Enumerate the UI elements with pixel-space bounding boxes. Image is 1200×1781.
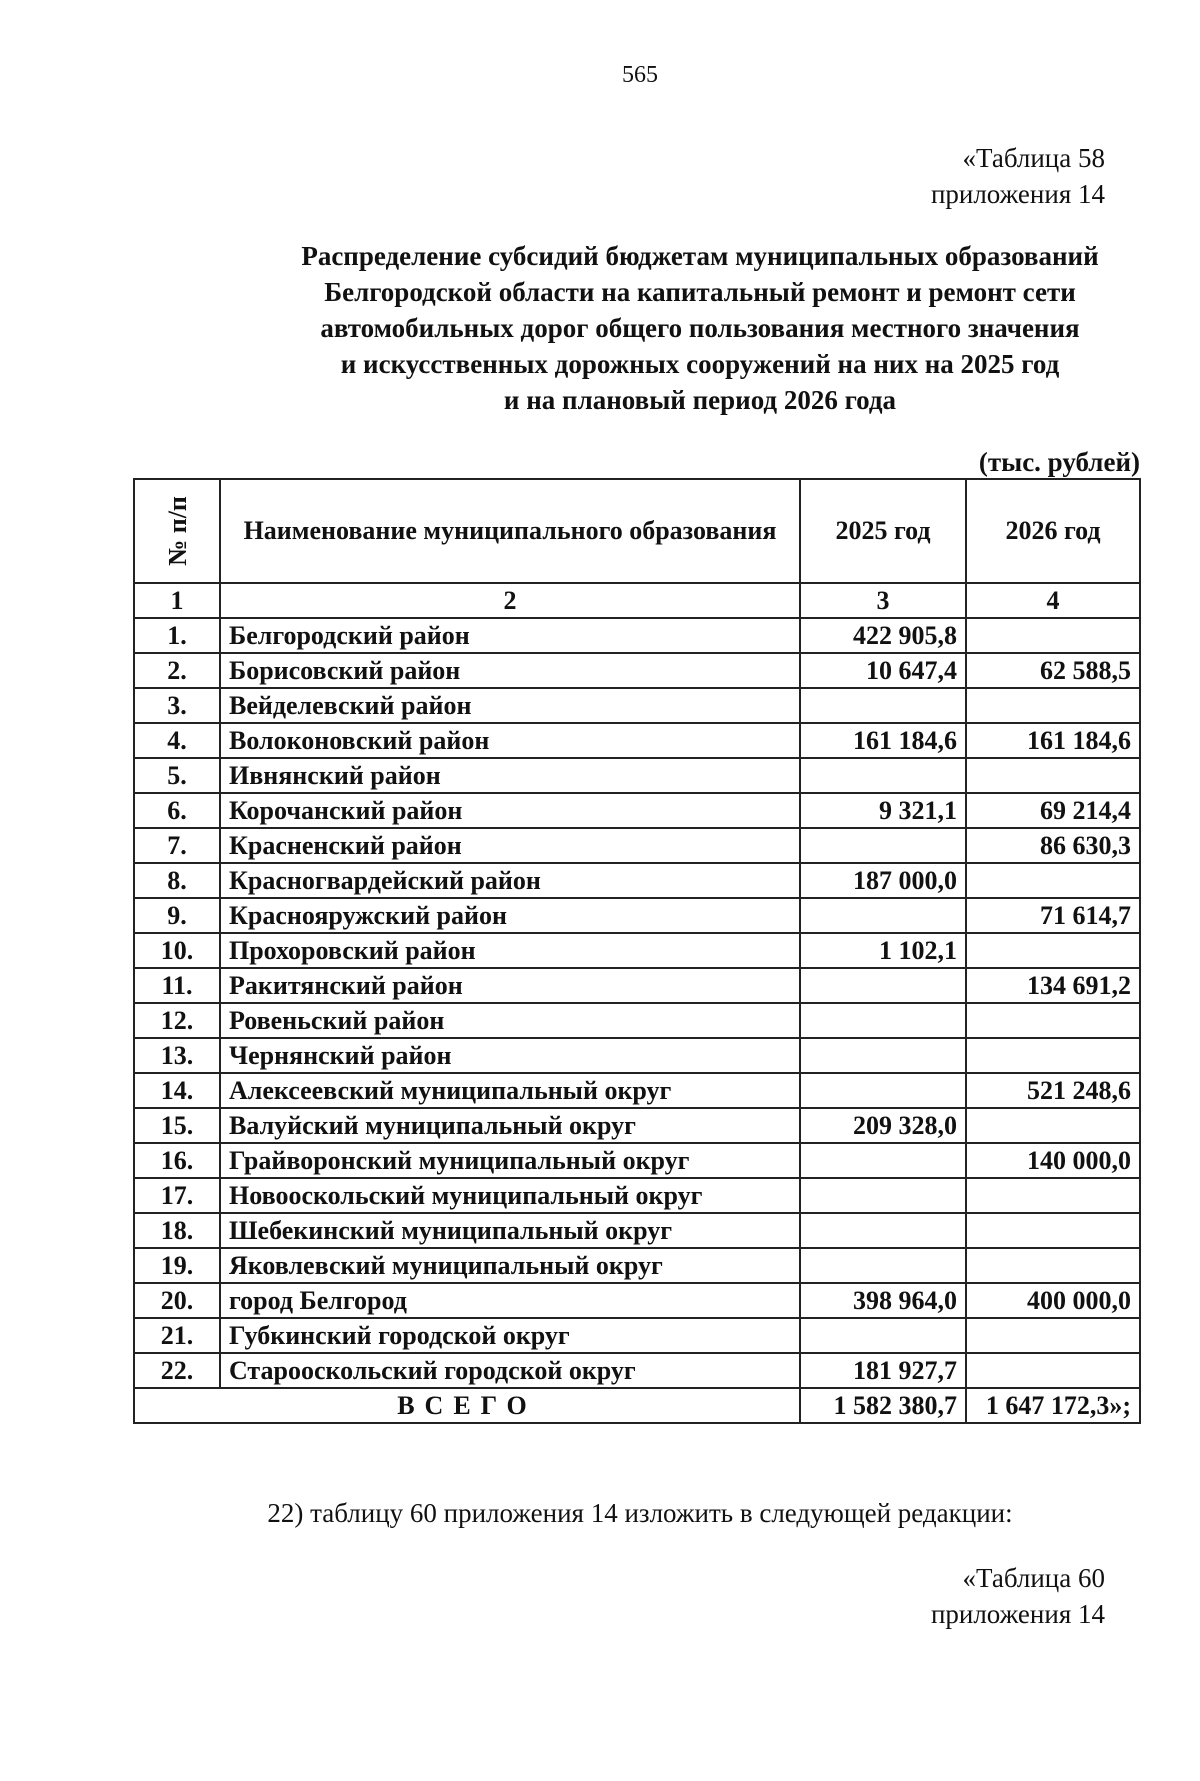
row-value-2026: 400 000,0 — [966, 1283, 1140, 1318]
row-value-2025 — [800, 1038, 966, 1073]
header-number — [134, 479, 220, 583]
title-line-4: и искусственных дорожных сооружений на них на 2025 год — [340, 349, 1060, 379]
header-number-label: № п/п — [162, 496, 192, 566]
row-municipality-name: Ракитянский район — [220, 968, 800, 1003]
row-value-2025: 398 964,0 — [800, 1283, 966, 1318]
row-value-2026 — [966, 1178, 1140, 1213]
row-municipality-name: Ивнянский район — [220, 758, 800, 793]
row-municipality-name: Новооскольский муниципальный округ — [220, 1178, 800, 1213]
column-number: 4 — [966, 583, 1140, 618]
row-municipality-name: Красногвардейский район — [220, 863, 800, 898]
row-number: 19. — [134, 1248, 220, 1283]
row-number: 6. — [134, 793, 220, 828]
row-number: 1. — [134, 618, 220, 653]
row-value-2025 — [800, 1073, 966, 1108]
table-row — [134, 1178, 1140, 1213]
total-row — [134, 1388, 1140, 1423]
units-label: (тыс. рублей) — [978, 447, 1140, 477]
row-value-2026 — [966, 758, 1140, 793]
row-value-2025 — [800, 898, 966, 933]
row-value-2026: 134 691,2 — [966, 968, 1140, 1003]
row-value-2026 — [966, 1353, 1140, 1388]
header-name: Наименование муниципального образования — [220, 479, 800, 583]
row-value-2026 — [966, 1038, 1140, 1073]
subsidy-table — [133, 478, 1141, 1424]
table-reference-line-1: «Таблица 58 — [962, 143, 1105, 173]
row-municipality-name: Красненский район — [220, 828, 800, 863]
table-row — [134, 758, 1140, 793]
row-value-2025 — [800, 1318, 966, 1353]
page-number: 565 — [622, 62, 658, 88]
row-value-2026: 140 000,0 — [966, 1143, 1140, 1178]
row-number: 20. — [134, 1283, 220, 1318]
row-value-2026: 71 614,7 — [966, 898, 1140, 933]
row-value-2025 — [800, 758, 966, 793]
row-value-2025 — [800, 1178, 966, 1213]
row-value-2025: 187 000,0 — [800, 863, 966, 898]
row-number: 2. — [134, 653, 220, 688]
row-value-2026: 62 588,5 — [966, 653, 1140, 688]
row-value-2026 — [966, 618, 1140, 653]
row-number: 7. — [134, 828, 220, 863]
title-line-2: Белгородской области на капитальный ремонт и ремонт сети — [324, 277, 1076, 307]
row-number: 18. — [134, 1213, 220, 1248]
table-row — [134, 1143, 1140, 1178]
row-value-2025: 422 905,8 — [800, 618, 966, 653]
table-row — [134, 1108, 1140, 1143]
column-number: 2 — [220, 583, 800, 618]
header-2025: 2025 год — [800, 479, 966, 583]
table-reference-line-2: приложения 14 — [930, 179, 1105, 209]
row-value-2025: 181 927,7 — [800, 1353, 966, 1388]
row-municipality-name: Яковлевский муниципальный округ — [220, 1248, 800, 1283]
row-municipality-name: Грайворонский муниципальный округ — [220, 1143, 800, 1178]
row-value-2026 — [966, 933, 1140, 968]
title-line-1: Распределение субсидий бюджетам муниципальных образований — [301, 241, 1099, 271]
column-number-row — [134, 583, 1140, 618]
row-value-2025 — [800, 968, 966, 1003]
row-municipality-name: город Белгород — [220, 1283, 800, 1318]
row-number: 11. — [134, 968, 220, 1003]
row-number: 15. — [134, 1108, 220, 1143]
row-number: 4. — [134, 723, 220, 758]
row-number: 14. — [134, 1073, 220, 1108]
row-value-2026 — [966, 1318, 1140, 1353]
column-number: 1 — [134, 583, 220, 618]
row-municipality-name: Белгородский район — [220, 618, 800, 653]
table-row — [134, 1213, 1140, 1248]
row-municipality-name: Прохоровский район — [220, 933, 800, 968]
total-label: ВСЕГО — [134, 1388, 800, 1423]
row-value-2026 — [966, 863, 1140, 898]
row-value-2026: 521 248,6 — [966, 1073, 1140, 1108]
row-number: 21. — [134, 1318, 220, 1353]
table-row — [134, 723, 1140, 758]
next-table-reference-line-1: «Таблица 60 — [962, 1563, 1105, 1593]
row-municipality-name: Старооскольский городской округ — [220, 1353, 800, 1388]
table-row — [134, 688, 1140, 723]
row-value-2025: 209 328,0 — [800, 1108, 966, 1143]
table-row — [134, 1318, 1140, 1353]
row-value-2026 — [966, 688, 1140, 723]
table-row — [134, 898, 1140, 933]
column-number: 3 — [800, 583, 966, 618]
header-2026: 2026 год — [966, 479, 1140, 583]
row-value-2025: 1 102,1 — [800, 933, 966, 968]
table-row — [134, 968, 1140, 1003]
row-municipality-name: Вейделевский район — [220, 688, 800, 723]
table-row — [134, 618, 1140, 653]
total-2026: 1 647 172,3»; — [966, 1388, 1140, 1423]
row-value-2025: 10 647,4 — [800, 653, 966, 688]
row-value-2025 — [800, 1143, 966, 1178]
document-title — [130, 238, 1200, 418]
next-table-reference-line-2: приложения 14 — [930, 1599, 1105, 1629]
row-number: 5. — [134, 758, 220, 793]
row-municipality-name: Ровеньский район — [220, 1003, 800, 1038]
row-value-2025 — [800, 1248, 966, 1283]
row-municipality-name: Шебекинский муниципальный округ — [220, 1213, 800, 1248]
row-value-2026: 69 214,4 — [966, 793, 1140, 828]
table-row — [134, 1248, 1140, 1283]
row-municipality-name: Валуйский муниципальный округ — [220, 1108, 800, 1143]
table-row — [134, 863, 1140, 898]
row-number: 9. — [134, 898, 220, 933]
row-municipality-name: Корочанский район — [220, 793, 800, 828]
table-header — [134, 479, 1140, 583]
title-line-3: автомобильных дорог общего пользования местного значения — [320, 313, 1080, 343]
row-number: 17. — [134, 1178, 220, 1213]
row-number: 10. — [134, 933, 220, 968]
row-value-2026: 86 630,3 — [966, 828, 1140, 863]
row-value-2026 — [966, 1248, 1140, 1283]
row-number: 12. — [134, 1003, 220, 1038]
table-body — [134, 583, 1140, 1388]
table-row — [134, 793, 1140, 828]
row-value-2026 — [966, 1213, 1140, 1248]
row-number: 13. — [134, 1038, 220, 1073]
table-row — [134, 653, 1140, 688]
row-value-2026: 161 184,6 — [966, 723, 1140, 758]
row-number: 8. — [134, 863, 220, 898]
row-number: 22. — [134, 1353, 220, 1388]
next-table-reference — [931, 1560, 1105, 1632]
row-value-2025 — [800, 1003, 966, 1038]
row-value-2026 — [966, 1003, 1140, 1038]
row-municipality-name: Волоконовский район — [220, 723, 800, 758]
row-number: 3. — [134, 688, 220, 723]
table-reference — [931, 140, 1105, 212]
instruction-paragraph: 22) таблицу 60 приложения 14 изложить в следующей редакции: — [267, 1498, 1013, 1528]
table-row — [134, 933, 1140, 968]
table-row — [134, 1003, 1140, 1038]
table-row — [134, 1283, 1140, 1318]
table-row — [134, 828, 1140, 863]
total-2025: 1 582 380,7 — [800, 1388, 966, 1423]
row-municipality-name: Алексеевский муниципальный округ — [220, 1073, 800, 1108]
row-value-2025 — [800, 1213, 966, 1248]
table-row — [134, 1038, 1140, 1073]
row-value-2025 — [800, 688, 966, 723]
row-municipality-name: Губкинский городской округ — [220, 1318, 800, 1353]
row-municipality-name: Краснояружский район — [220, 898, 800, 933]
title-line-5: и на плановый период 2026 года — [503, 385, 897, 415]
row-number: 16. — [134, 1143, 220, 1178]
row-value-2026 — [966, 1108, 1140, 1143]
row-municipality-name: Чернянский район — [220, 1038, 800, 1073]
row-value-2025: 9 321,1 — [800, 793, 966, 828]
row-value-2025: 161 184,6 — [800, 723, 966, 758]
table-row — [134, 1353, 1140, 1388]
row-municipality-name: Борисовский район — [220, 653, 800, 688]
table-row — [134, 1073, 1140, 1108]
row-value-2025 — [800, 828, 966, 863]
